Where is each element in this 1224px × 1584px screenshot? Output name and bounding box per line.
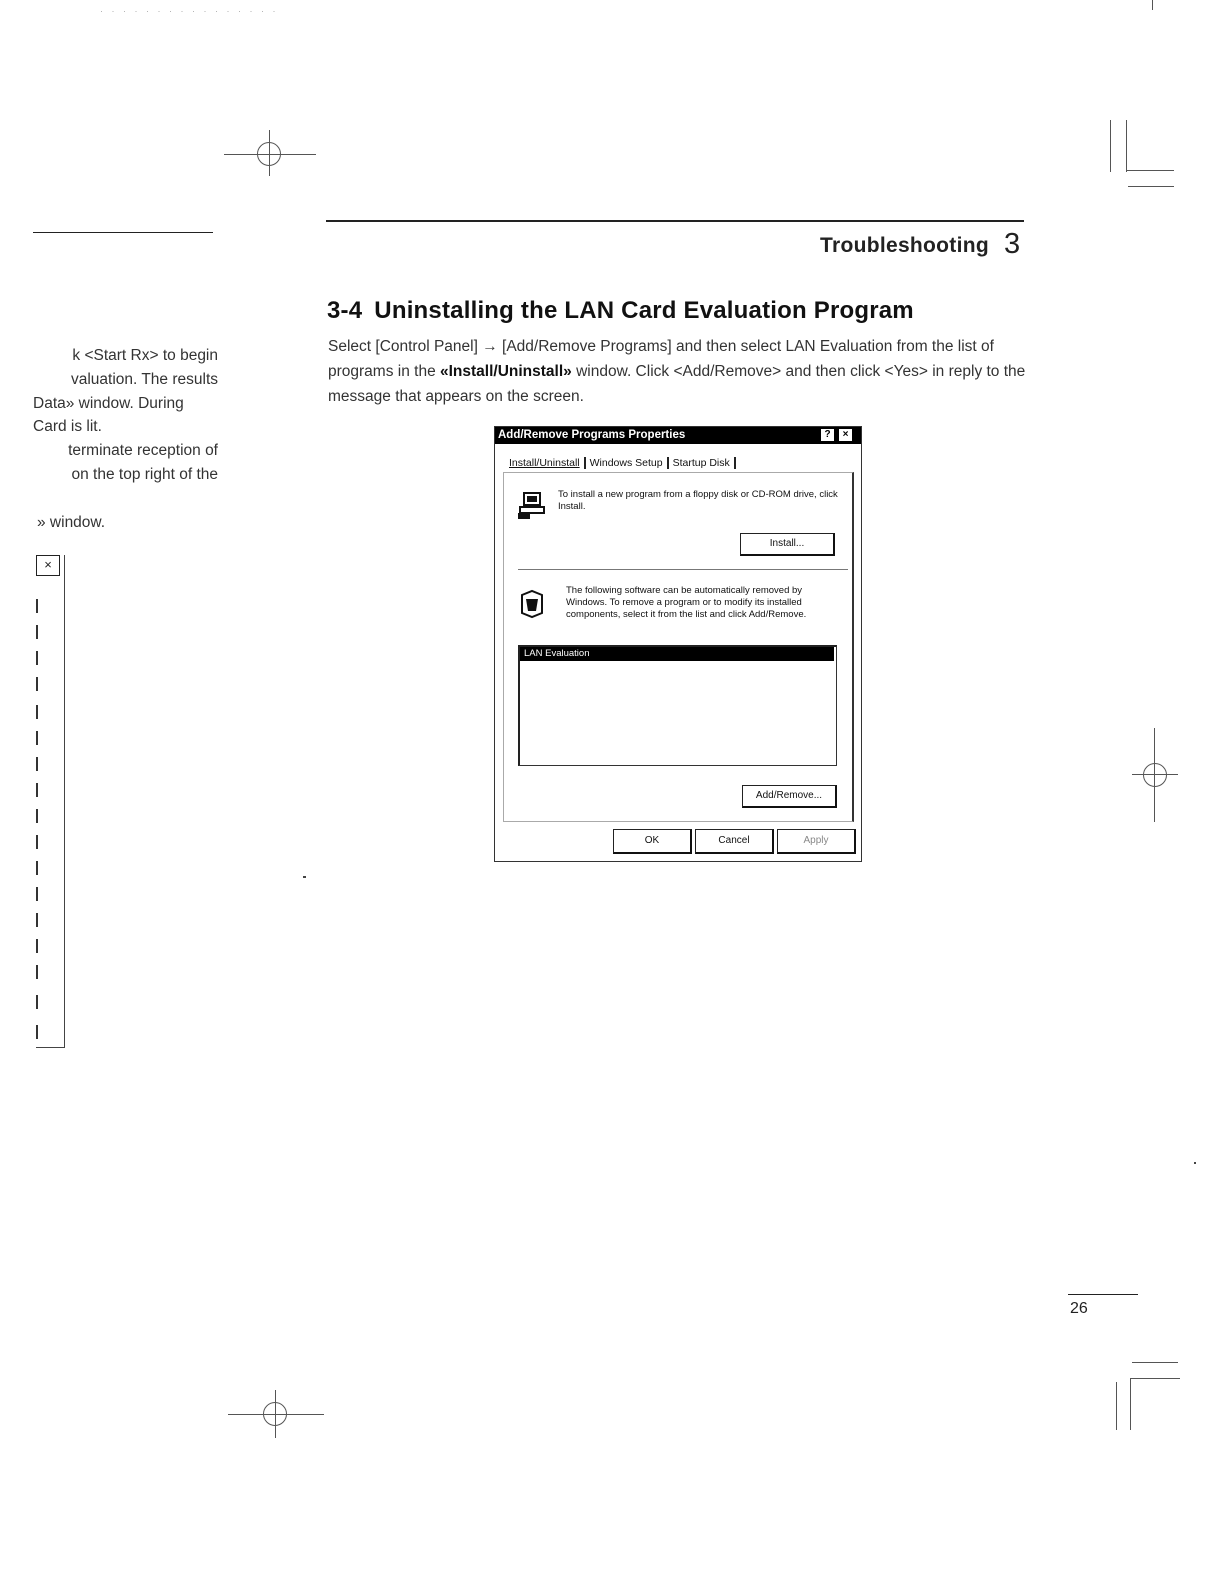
apply-button[interactable]: Apply <box>777 829 856 854</box>
body-text-part: Select [Control Panel] → [Add/Remove Programs] and then select LAN Evaluation from the list of programs in the <box>328 338 994 380</box>
strip-tick <box>36 809 38 823</box>
strip-tick <box>36 939 38 953</box>
cancel-button[interactable]: Cancel <box>695 829 774 854</box>
strip-tick <box>36 599 38 613</box>
crop-mark <box>1130 1378 1131 1430</box>
chapter-title: Troubleshooting <box>820 234 989 257</box>
left-column-line: on the top right of the <box>71 465 218 483</box>
software-box-icon <box>518 587 546 619</box>
page-number: 26 <box>1070 1300 1088 1317</box>
left-column-fragment <box>33 344 218 534</box>
crop-mark <box>257 142 281 166</box>
body-text-part: window. Click <Add/Remove> and then click <Yes> in reply to the message that appears on the screen. <box>328 363 1026 405</box>
ok-button[interactable]: OK <box>613 829 692 854</box>
crop-mark <box>1126 120 1127 172</box>
crop-mark <box>1110 120 1111 172</box>
strip-tick <box>36 677 38 691</box>
strip-tick <box>36 861 38 875</box>
cropped-window-fragment <box>36 555 65 1048</box>
help-button[interactable]: ? <box>821 429 834 441</box>
strip-tick <box>36 625 38 639</box>
strip-tick <box>36 651 38 665</box>
strip-tick <box>36 705 38 719</box>
scan-artifact <box>1194 1162 1196 1164</box>
add-remove-button[interactable]: Add/Remove... <box>742 785 837 808</box>
close-button[interactable]: × <box>839 429 852 441</box>
strip-tick <box>36 965 38 979</box>
strip-tick <box>36 731 38 745</box>
chapter-number: 3 <box>1004 228 1021 260</box>
left-column-line: valuation. The results <box>70 370 218 388</box>
crop-mark <box>1116 1382 1117 1430</box>
left-column-line <box>33 487 218 511</box>
crop-mark <box>1132 1362 1178 1363</box>
section-title <box>327 297 914 325</box>
tab-install-uninstall[interactable]: Install/Uninstall <box>505 457 586 469</box>
crop-mark <box>1143 763 1167 787</box>
strip-tick <box>36 913 38 927</box>
close-icon: × <box>36 555 60 576</box>
dialog-title: Add/Remove Programs Properties <box>498 429 686 441</box>
left-header-rule <box>33 232 213 233</box>
left-column-line: Data» window. During <box>33 394 184 412</box>
crop-mark <box>1126 170 1174 171</box>
header-rule <box>326 220 1024 222</box>
crop-mark <box>263 1402 287 1426</box>
add-remove-programs-dialog <box>494 426 862 862</box>
strip-tick <box>36 835 38 849</box>
left-column-line: Card is lit. <box>33 418 102 436</box>
body-paragraph <box>328 334 1028 409</box>
scan-artifact <box>303 876 306 878</box>
tab-panel <box>503 472 854 822</box>
install-button[interactable]: Install... <box>740 533 835 556</box>
crop-mark <box>1152 0 1153 10</box>
dialog-tabs <box>505 457 736 469</box>
program-list[interactable] <box>518 645 837 766</box>
page-number-rule <box>1068 1294 1138 1295</box>
dialog-titlebar <box>495 427 861 444</box>
crop-mark <box>1128 186 1174 187</box>
section-title-text: Uninstalling the LAN Card Evaluation Program <box>374 297 914 324</box>
strip-tick <box>36 887 38 901</box>
computer-disk-icon <box>516 491 548 521</box>
strip-tick <box>36 783 38 797</box>
strip-tick <box>36 995 38 1009</box>
left-column-line: » window. <box>37 513 106 531</box>
separator <box>518 569 848 570</box>
strip-tick <box>36 1025 38 1039</box>
install-description: To install a new program from a floppy disk or CD-ROM drive, click Install. <box>558 489 838 512</box>
remove-description: The following software can be automatically removed by Windows. To remove a program or to modify its installed components, select it from the list and click Add/Remove. <box>566 585 807 620</box>
strip-tick <box>36 757 38 771</box>
tab-windows-setup[interactable]: Windows Setup <box>586 457 669 469</box>
left-column-line: terminate reception of <box>68 442 218 460</box>
section-number: 3-4 <box>327 297 363 324</box>
scan-artifact: · · · · · · · · · · · · · · · · <box>100 6 279 16</box>
list-item-lan-evaluation[interactable]: LAN Evaluation <box>520 647 834 661</box>
body-text-bold: «Install/Uninstall» <box>440 363 572 380</box>
crop-mark <box>1130 1378 1180 1379</box>
left-column-line: k <Start Rx> to begin <box>72 347 218 364</box>
tab-startup-disk[interactable]: Startup Disk <box>669 457 736 469</box>
